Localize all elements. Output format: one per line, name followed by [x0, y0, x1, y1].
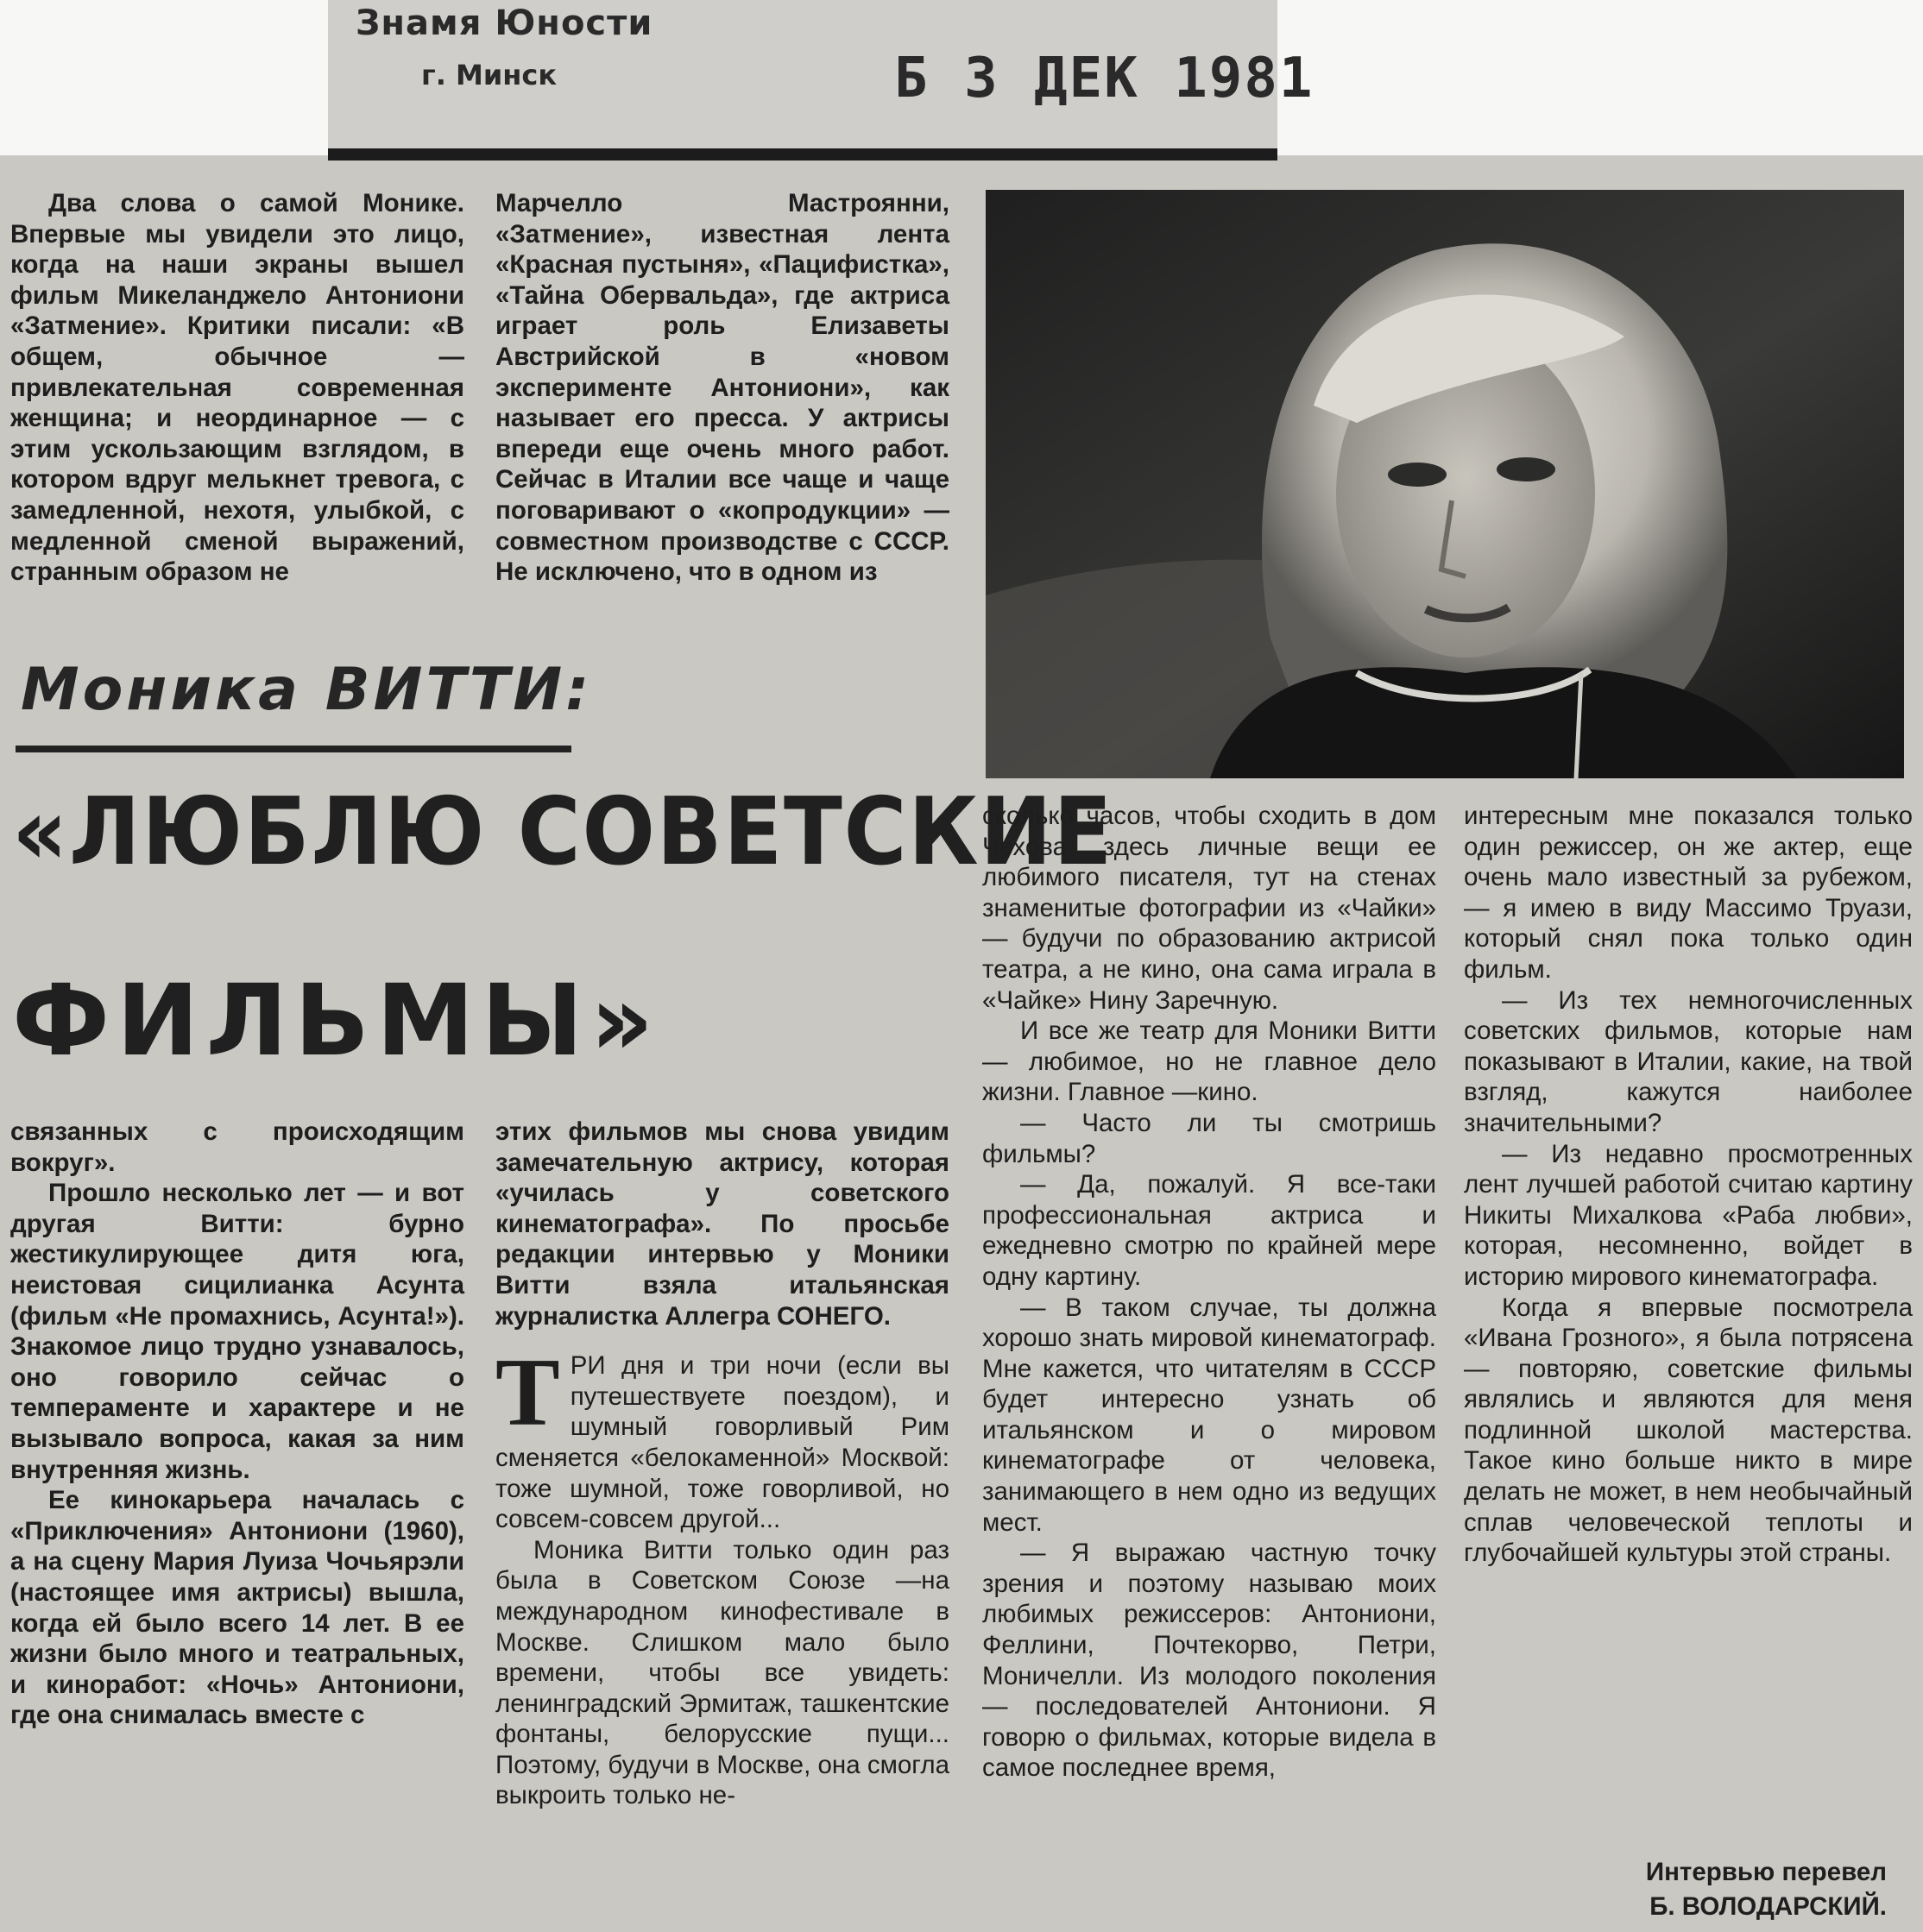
article-paragraph: интересным мне показался только один режиссер, он же актер, еще очень мало известный за рубежом, — я имею в виду Массимо Труази, который снял пока только один фильм.: [1464, 802, 1913, 984]
intro-paragraph-2: Марчелло Мастроянни, «Затмение», известная лента «Красная пустыня», «Пацифистка», «Тайна Обервальда», где актриса играет роль Елизаветы Австрийской в «новом эксперименте Антониони», как называет его пресса. У актрисы впереди еще очень много работ. Сейчас в Италии все чаще и чаще поговаривают о «копродукции» — совместном производстве с СССР. Не исключено, что в одном из: [495, 189, 949, 587]
newspaper-name: Знамя Юности: [356, 3, 653, 43]
article-paragraph: — Из недавно просмотренных лент лучшей работой считаю картину Никиты Михалкова «Раба любви», которая, несомненно, войдет в историю мирового кинематографа.: [1464, 1139, 1913, 1291]
article-paragraph: Прошло несколько лет — и вот другая Витти: бурно жестикулирующее дитя юга, неистовая сицилианка Асунта (фильм «Не промахнись, Асунта!»). Знакомое лицо трудно узнавалось, оно говорило сейчас о темпераменте и характере и не вызывало вопроса, какая за ним внутренняя жизнь.: [10, 1179, 464, 1484]
article-paragraph: — Я выражаю частную точку зрения и поэтому называю моих любимых режиссеров: Антониони, Феллини, Почтекорво, Петри, Моничелли. Из молодого поколения — последователей Антониони. Я говорю о фильмах, которые видела в самое последнее время,: [982, 1539, 1436, 1783]
byline-label: Интервью перевел: [1645, 1858, 1887, 1886]
heading-divider: [16, 746, 571, 752]
article-paragraph: — Из тех немногочисленных советских фильмов, которые нам показывают в Италии, какие, на твой взгляд, кажутся наиболее значительными?: [1464, 985, 1913, 1137]
intro-column-1: [10, 188, 464, 588]
article-paragraph: Моника Витти только один раз была в Советском Союзе —на международном кинофестивале в Москве. Слишком мало было времени, чтобы все увидеть: ленинградский Эрмитаж, ташкентские фонтаны, белорусские пущи... Поэтому, будучи в Москве, она смогла выкроить только не-: [495, 1535, 949, 1810]
portrait-photo: [986, 190, 1904, 778]
heading-name: Моника ВИТТИ:: [21, 656, 593, 724]
article-paragraph: [495, 1339, 949, 1535]
article-paragraph: сколько часов, чтобы сходить в дом Чехова: здесь личные вещи ее любимого писателя, тут на стенах знаменитые фотографии из «Чайки» — будучи по образованию актрисой театра, а не кино, она сама играла в «Чайке» Нину Заречную.: [982, 802, 1436, 1015]
article-paragraph: — Часто ли ты смотришь фильмы?: [982, 1108, 1436, 1168]
article-paragraph: Когда я впервые посмотрела «Ивана Грозного», я была потрясена — повторяю, советские фильмы являлись и являются для меня подлинной школой мастерства. Такое кино больше никто в мире делать не может, в нем необычайный сплав человеческой теплоты и глубочайшей культуры этой страны.: [1464, 1293, 1913, 1568]
drop-cap: Т: [495, 1339, 560, 1447]
date-stamp: Б 3 ДЕК 1981: [894, 47, 1315, 110]
intro-paragraph-1: Два слова о самой Монике. Впервые мы увидели это лицо, когда на наши экраны вышел фильм Микеланджело Антониони «Затмение». Критики писали: «В общем, обычное — привлекательная современная женщина; и неординарное — с этим ускользающим взглядом, в котором вдруг мелькнет тревога, с замедленной, нехотя, улыбкой, с медленной сменой выражений, странным образом не: [10, 189, 464, 587]
article-paragraph: связанных с происходящим вокруг».: [10, 1117, 464, 1177]
portrait-photo-icon: [986, 190, 1904, 778]
newspaper-city: г. Минск: [421, 59, 558, 91]
article-paragraph: — В таком случае, ты должна хорошо знать мировой кинематограф. Мне кажется, что читателям в СССР будет интересно узнать об итальянском и о мировом кинематографе от человека, занимающего в нем одно из ведущих мест.: [982, 1293, 1436, 1537]
article-column-2: [495, 1117, 949, 1811]
headline-line-2: ФИЛЬМЫ»: [12, 963, 661, 1078]
intro-column-2: [495, 188, 949, 588]
editorial-lead: этих фильмов мы снова увидим замечательную актрису, которая «училась у советского кинематографа». По просьбе редакции интервью у Моники Витти взяла итальянская журналистка Аллегра СОНЕГО.: [495, 1117, 949, 1331]
article-paragraph: И все же театр для Моники Витти — любимое, но не главное дело жизни. Главное —кино.: [982, 1016, 1436, 1107]
drop-cap-paragraph-text: РИ дня и три ночи (если вы путешествуете поездом), и шумный говорливый Рим сменяется «белокаменной» Москвой: тоже шумной, тоже говорливой, но совсем-совсем другой...: [495, 1351, 949, 1534]
article-column-3: [982, 801, 1436, 1784]
byline-author: Б. ВОЛОДАРСКИЙ.: [1649, 1892, 1887, 1921]
article-paragraph: Ее кинокарьера началась с «Приключения» Антониони (1960), а на сцену Мария Луиза Чочьярэли (настоящее имя актрисы) вышла, когда ей было всего 14 лет. В ее жизни было много и театральных, и киноработ: «Ночь» Антониони, где она снималась вместе с: [10, 1486, 464, 1730]
headline-line-1: «ЛЮБЛЮ СОВЕТСКИЕ: [12, 778, 1114, 886]
article-paragraph: — Да, пожалуй. Я все-таки профессиональная актриса и ежедневно смотрю по крайней мере одну картину.: [982, 1170, 1436, 1291]
article-column-1: [10, 1117, 464, 1731]
article-column-4: [1464, 801, 1913, 1569]
